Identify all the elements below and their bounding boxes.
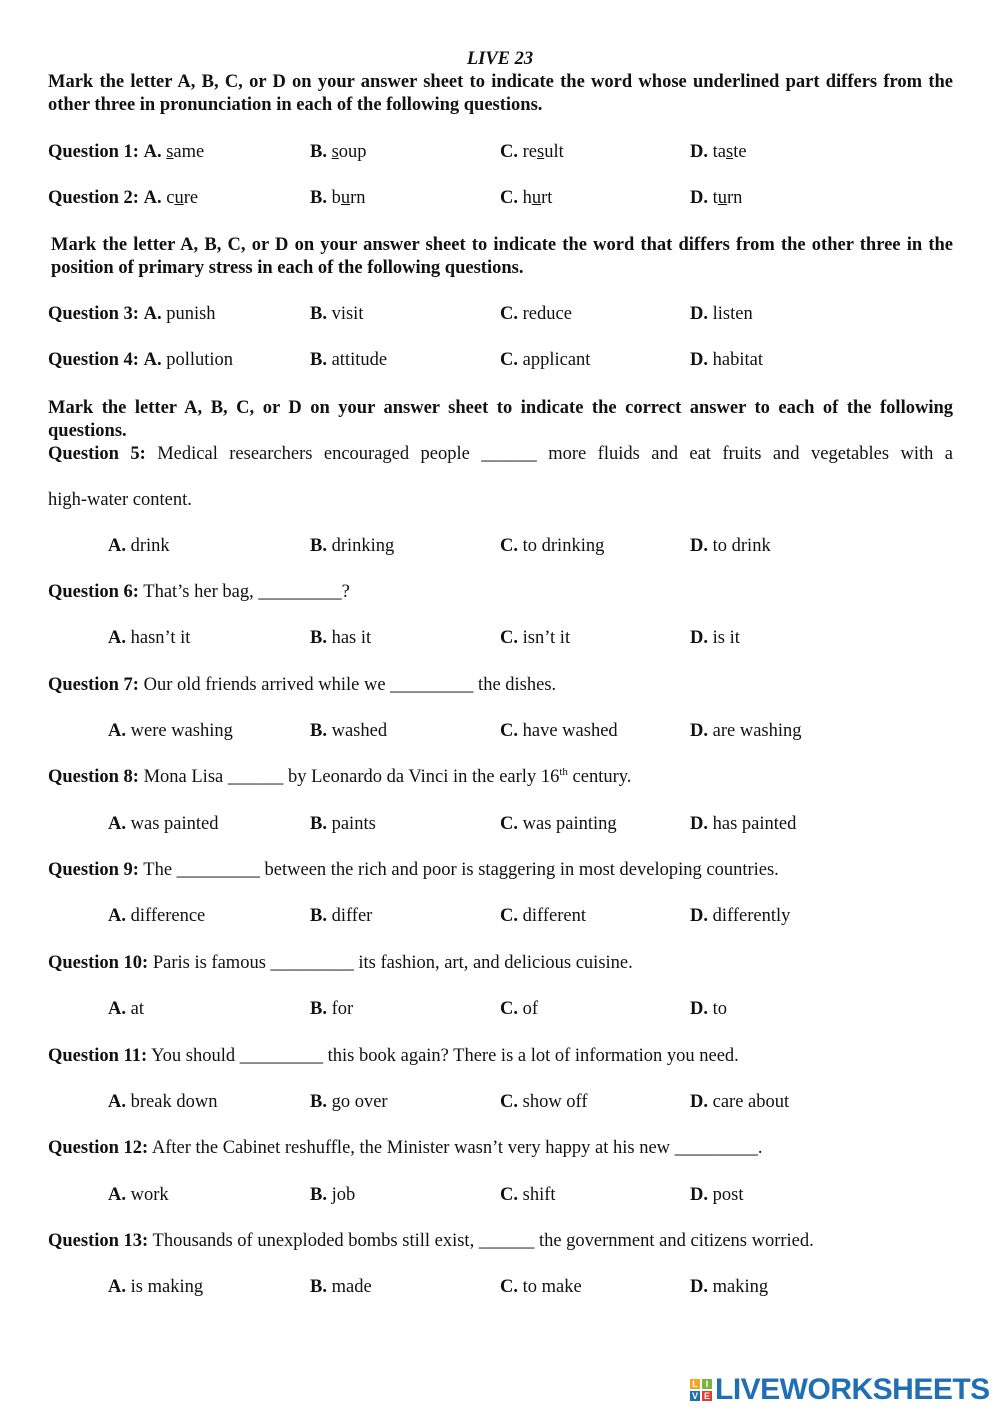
q3-option-d[interactable]: D. listen xyxy=(690,304,753,324)
q13-option-d[interactable]: D. making xyxy=(690,1277,769,1297)
q8-option-d[interactable]: D. has painted xyxy=(690,814,797,834)
q2-option-d[interactable]: D. turn xyxy=(690,188,743,208)
liveworksheets-logo[interactable] xyxy=(690,1375,990,1405)
question-10: Question 10: Paris is famous _________ its fashion, art, and delicious cuisine. xyxy=(48,953,633,973)
q12-option-b[interactable]: B. job xyxy=(310,1185,356,1205)
question-5: Question 5: Medical researchers encouraged people ______ more fluids and eat fruits and vegetables with a xyxy=(48,444,954,464)
question-2: Question 2: A. cure xyxy=(48,188,199,208)
q4-option-b[interactable]: B. attitude xyxy=(310,350,388,370)
q4-option-d[interactable]: D. habitat xyxy=(690,350,763,370)
q6-option-c[interactable]: C. isn’t it xyxy=(500,628,571,648)
q7-option-b[interactable]: B. washed xyxy=(310,721,388,741)
q8-option-a[interactable]: A. was painted xyxy=(108,814,219,834)
question-13: Question 13: Thousands of unexploded bombs still exist, ______ the government and citizens worried. xyxy=(48,1231,814,1251)
question-6: Question 6: That’s her bag, _________? xyxy=(48,582,350,602)
question-4: Question 4: A. pollution xyxy=(48,350,234,370)
question-1: Question 1: A. same xyxy=(48,142,205,162)
q3-option-c[interactable]: C. reduce xyxy=(500,304,572,324)
q2-option-b[interactable]: B. burn xyxy=(310,188,366,208)
question-8: Question 8: Mona Lisa ______ by Leonardo da Vinci in the early 16th century. xyxy=(48,765,632,787)
q3-option-b[interactable]: B. visit xyxy=(310,304,364,324)
q13-option-b[interactable]: B. made xyxy=(310,1277,372,1297)
instruction-correct-answer: Mark the letter A, B, C, or D on your answer sheet to indicate the correct answer to each of the following questions. xyxy=(48,398,953,441)
q5-option-c[interactable]: C. to drinking xyxy=(500,536,605,556)
q12-option-d[interactable]: D. post xyxy=(690,1185,744,1205)
instruction-pronunciation: Mark the letter A, B, C, or D on your answer sheet to indicate the word whose underlined part differs from the other three in pronunciation in each of the following questions. xyxy=(48,72,953,115)
q7-option-d[interactable]: D. are washing xyxy=(690,721,802,741)
q10-option-d[interactable]: D. to xyxy=(690,999,728,1019)
q1-option-b[interactable]: B. soup xyxy=(310,142,367,162)
q8-option-c[interactable]: C. was painting xyxy=(500,814,617,834)
q7-option-c[interactable]: C. have washed xyxy=(500,721,618,741)
q6-option-a[interactable]: A. hasn’t it xyxy=(108,628,191,648)
q10-option-b[interactable]: B. for xyxy=(310,999,354,1019)
q11-option-a[interactable]: A. break down xyxy=(108,1092,218,1112)
q9-option-c[interactable]: C. different xyxy=(500,906,586,926)
q8-option-b[interactable]: B. paints xyxy=(310,814,376,834)
q10-option-c[interactable]: C. of xyxy=(500,999,539,1019)
q11-option-c[interactable]: C. show off xyxy=(500,1092,588,1112)
q9-option-a[interactable]: A. difference xyxy=(108,906,206,926)
q5-option-a[interactable]: A. drink xyxy=(108,536,170,556)
q9-option-b[interactable]: B. differ xyxy=(310,906,373,926)
worksheet-title: LIVE 23 xyxy=(466,49,534,69)
q1-option-d[interactable]: D. taste xyxy=(690,142,747,162)
question-11: Question 11: You should _________ this book again? There is a lot of information you need. xyxy=(48,1046,739,1066)
q1-option-c[interactable]: C. result xyxy=(500,142,564,162)
question-3: Question 3: A. punish xyxy=(48,304,216,324)
q4-option-c[interactable]: C. applicant xyxy=(500,350,591,370)
q5-option-d[interactable]: D. to drink xyxy=(690,536,771,556)
liveworksheets-logo-icon: L I V E xyxy=(691,1379,710,1401)
q12-option-c[interactable]: C. shift xyxy=(500,1185,556,1205)
q11-option-d[interactable]: D. care about xyxy=(690,1092,790,1112)
q11-option-b[interactable]: B. go over xyxy=(310,1092,388,1112)
liveworksheets-logo-text: LIVEWORKSHEETS xyxy=(715,1373,990,1406)
q2-option-c[interactable]: C. hurt xyxy=(500,188,553,208)
q7-option-a[interactable]: A. were washing xyxy=(108,721,233,741)
instruction-stress: Mark the letter A, B, C, or D on your answer sheet to indicate the word that differs from the other three in the position of primary stress in each of the following questions. xyxy=(51,235,953,278)
q10-option-a[interactable]: A. at xyxy=(108,999,144,1019)
q12-option-a[interactable]: A. work xyxy=(108,1185,169,1205)
q13-option-c[interactable]: C. to make xyxy=(500,1277,582,1297)
question-7: Question 7: Our old friends arrived while we _________ the dishes. xyxy=(48,675,557,695)
question-5-continuation: high-water content. xyxy=(48,490,192,510)
question-12: Question 12: After the Cabinet reshuffle, the Minister wasn’t very happy at his new _________. xyxy=(48,1138,763,1158)
q9-option-d[interactable]: D. differently xyxy=(690,906,791,926)
q5-option-b[interactable]: B. drinking xyxy=(310,536,395,556)
q6-option-b[interactable]: B. has it xyxy=(310,628,372,648)
question-9: Question 9: The _________ between the rich and poor is staggering in most developing countries. xyxy=(48,860,779,880)
q13-option-a[interactable]: A. is making xyxy=(108,1277,204,1297)
q6-option-d[interactable]: D. is it xyxy=(690,628,740,648)
